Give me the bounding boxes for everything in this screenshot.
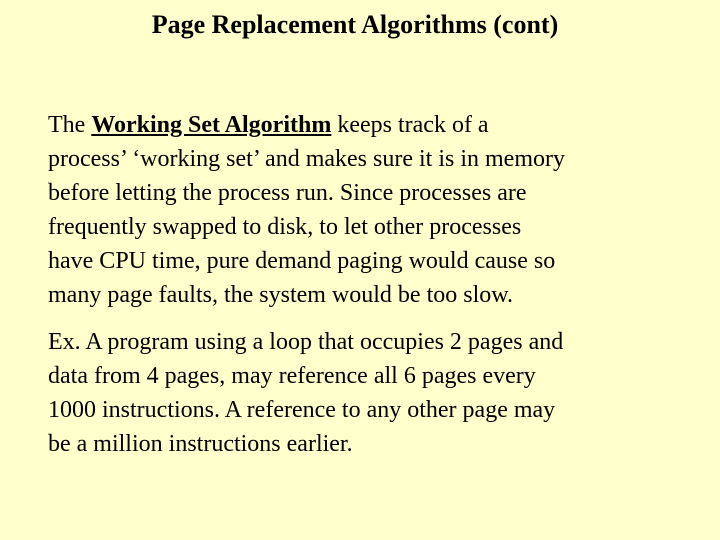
paragraph-line: before letting the process run. Since processes are <box>48 180 527 206</box>
paragraph-line: many page faults, the system would be too slow. <box>48 282 514 308</box>
paragraph-line: 1000 instructions. A reference to any other page may <box>48 397 556 423</box>
paragraph-line: process’ ‘working set’ and makes sure it is in memory <box>48 146 565 172</box>
text-run: The <box>48 112 92 138</box>
slide-title: Page Replacement Algorithms (cont) <box>151 10 559 39</box>
paragraph-line: have CPU time, pure demand paging would cause so <box>48 248 556 274</box>
text-run: keeps track of a <box>331 112 489 138</box>
paragraph-working-set <box>48 108 708 312</box>
paragraph-line: be a million instructions earlier. <box>48 431 353 457</box>
emphasized-term: Working Set Algorithm <box>91 112 332 138</box>
paragraph-line: data from 4 pages, may reference all 6 pages every <box>48 363 536 389</box>
paragraph-line: Ex. A program using a loop that occupies 2 pages and <box>48 329 564 355</box>
paragraph-line: frequently swapped to disk, to let other processes <box>48 214 522 240</box>
paragraph-example <box>48 325 708 461</box>
paragraph-line <box>48 108 708 142</box>
